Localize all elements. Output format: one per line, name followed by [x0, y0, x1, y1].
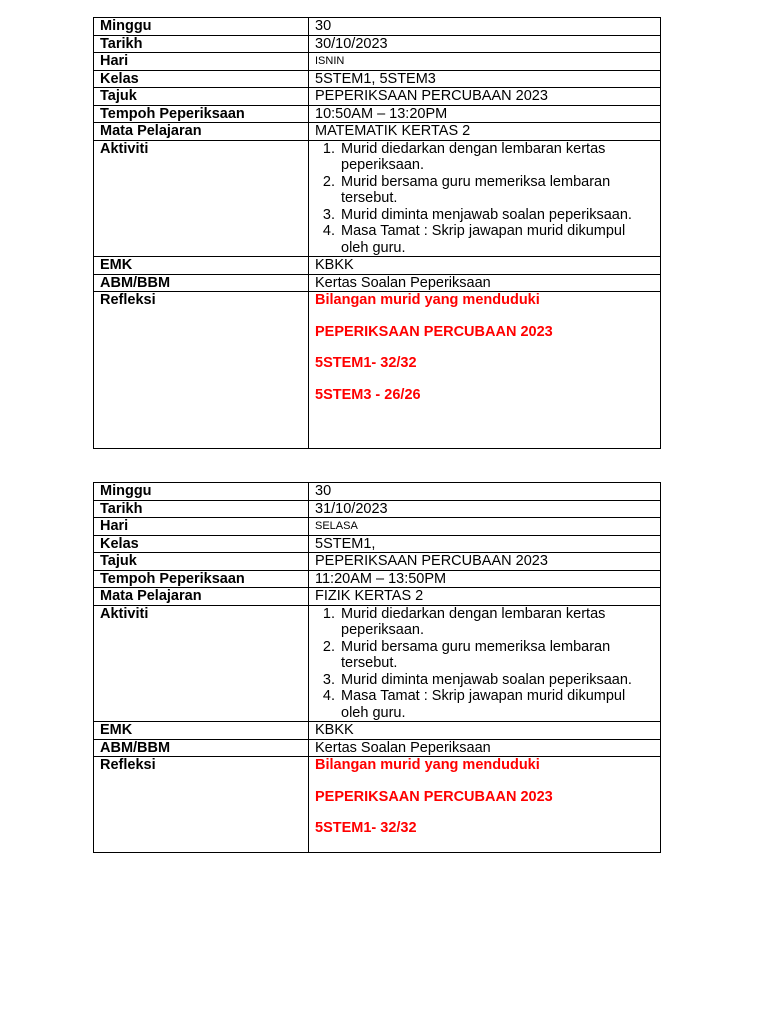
activity-item: 1. Murid diedarkan dengan lembaran kertas peperiksaan.: [339, 141, 654, 174]
value-minggu: 30: [309, 18, 661, 36]
value-hari: ISNIN: [309, 53, 661, 71]
label-mata-pelajaran: Mata Pelajaran: [94, 588, 309, 606]
value-kelas: 5STEM1, 5STEM3: [309, 70, 661, 88]
row-tarikh: [94, 500, 661, 518]
row-tarikh: [94, 35, 661, 53]
label-hari: Hari: [94, 53, 309, 71]
value-abm-bbm: Kertas Soalan Peperiksaan: [309, 274, 661, 292]
row-kelas: [94, 535, 661, 553]
value-hari: SELASA: [309, 518, 661, 536]
activity-item: 1. Murid diedarkan dengan lembaran kertas peperiksaan.: [339, 606, 654, 639]
label-emk: EMK: [94, 722, 309, 740]
label-aktiviti: Aktiviti: [94, 605, 309, 722]
activity-item: 4. Masa Tamat : Skrip jawapan murid dikumpul oleh guru.: [339, 223, 654, 256]
value-aktiviti: [309, 605, 661, 722]
label-hari: Hari: [94, 518, 309, 536]
label-minggu: Minggu: [94, 483, 309, 501]
label-refleksi: Refleksi: [94, 757, 309, 853]
value-aktiviti: [309, 140, 661, 257]
label-tempoh-peperiksaan: Tempoh Peperiksaan: [94, 105, 309, 123]
label-tajuk: Tajuk: [94, 553, 309, 571]
row-tempoh: [94, 570, 661, 588]
value-minggu: 30: [309, 483, 661, 501]
label-refleksi: Refleksi: [94, 292, 309, 449]
label-tarikh: Tarikh: [94, 500, 309, 518]
value-emk: KBKK: [309, 722, 661, 740]
activity-item: 4. Masa Tamat : Skrip jawapan murid dikumpul oleh guru.: [339, 688, 654, 721]
reflection-line: 5STEM1- 32/32: [315, 820, 417, 836]
label-kelas: Kelas: [94, 70, 309, 88]
value-kelas: 5STEM1,: [309, 535, 661, 553]
value-tempoh-peperiksaan: 11:20AM – 13:50PM: [309, 570, 661, 588]
row-mata-pelajaran: [94, 588, 661, 606]
row-mata-pelajaran: [94, 123, 661, 141]
row-tempoh: [94, 105, 661, 123]
value-tarikh: 31/10/2023: [309, 500, 661, 518]
row-hari: [94, 53, 661, 71]
row-abm-bbm: [94, 739, 661, 757]
activity-item: 2. Murid bersama guru memeriksa lembaran tersebut.: [339, 174, 654, 207]
reflection-line: 5STEM1- 32/32: [315, 355, 417, 371]
reflection-line: PEPERIKSAAN PERCUBAAN 2023: [315, 788, 553, 805]
value-tarikh: 30/10/2023: [309, 35, 661, 53]
value-mata-pelajaran: MATEMATIK KERTAS 2: [309, 123, 661, 141]
row-kelas: [94, 70, 661, 88]
activity-item: 2. Murid bersama guru memeriksa lembaran tersebut.: [339, 639, 654, 672]
row-emk: [94, 722, 661, 740]
row-tajuk: [94, 553, 661, 571]
label-mata-pelajaran: Mata Pelajaran: [94, 123, 309, 141]
reflection-line: 5STEM3 - 26/26: [315, 386, 421, 403]
activity-list: [315, 606, 654, 722]
value-abm-bbm: Kertas Soalan Peperiksaan: [309, 739, 661, 757]
row-emk: [94, 257, 661, 275]
lesson-record-table-2: [93, 482, 661, 853]
row-refleksi: [94, 757, 661, 853]
activity-item: 3. Murid diminta menjawab soalan peperiksaan.: [339, 207, 654, 224]
row-refleksi: [94, 292, 661, 449]
value-tempoh-peperiksaan: 10:50AM – 13:20PM: [309, 105, 661, 123]
reflection-line: Bilangan murid yang menduduki: [315, 292, 540, 308]
label-abm-bbm: ABM/BBM: [94, 739, 309, 757]
label-tempoh-peperiksaan: Tempoh Peperiksaan: [94, 570, 309, 588]
activity-item: 3. Murid diminta menjawab soalan peperiksaan.: [339, 672, 654, 689]
activity-list: [315, 141, 654, 257]
row-hari: [94, 518, 661, 536]
label-emk: EMK: [94, 257, 309, 275]
value-emk: KBKK: [309, 257, 661, 275]
value-tajuk: PEPERIKSAAN PERCUBAAN 2023: [309, 553, 661, 571]
lesson-record-table-1: [93, 17, 661, 449]
label-kelas: Kelas: [94, 535, 309, 553]
value-refleksi: [309, 292, 661, 449]
label-aktiviti: Aktiviti: [94, 140, 309, 257]
value-mata-pelajaran: FIZIK KERTAS 2: [309, 588, 661, 606]
reflection-line: Bilangan murid yang menduduki: [315, 757, 540, 773]
row-tajuk: [94, 88, 661, 106]
row-minggu: [94, 18, 661, 36]
label-minggu: Minggu: [94, 18, 309, 36]
row-aktiviti: [94, 605, 661, 722]
row-abm-bbm: [94, 274, 661, 292]
label-tarikh: Tarikh: [94, 35, 309, 53]
row-aktiviti: [94, 140, 661, 257]
row-minggu: [94, 483, 661, 501]
label-abm-bbm: ABM/BBM: [94, 274, 309, 292]
value-refleksi: [309, 757, 661, 853]
reflection-line: PEPERIKSAAN PERCUBAAN 2023: [315, 323, 553, 340]
value-tajuk: PEPERIKSAAN PERCUBAAN 2023: [309, 88, 661, 106]
label-tajuk: Tajuk: [94, 88, 309, 106]
